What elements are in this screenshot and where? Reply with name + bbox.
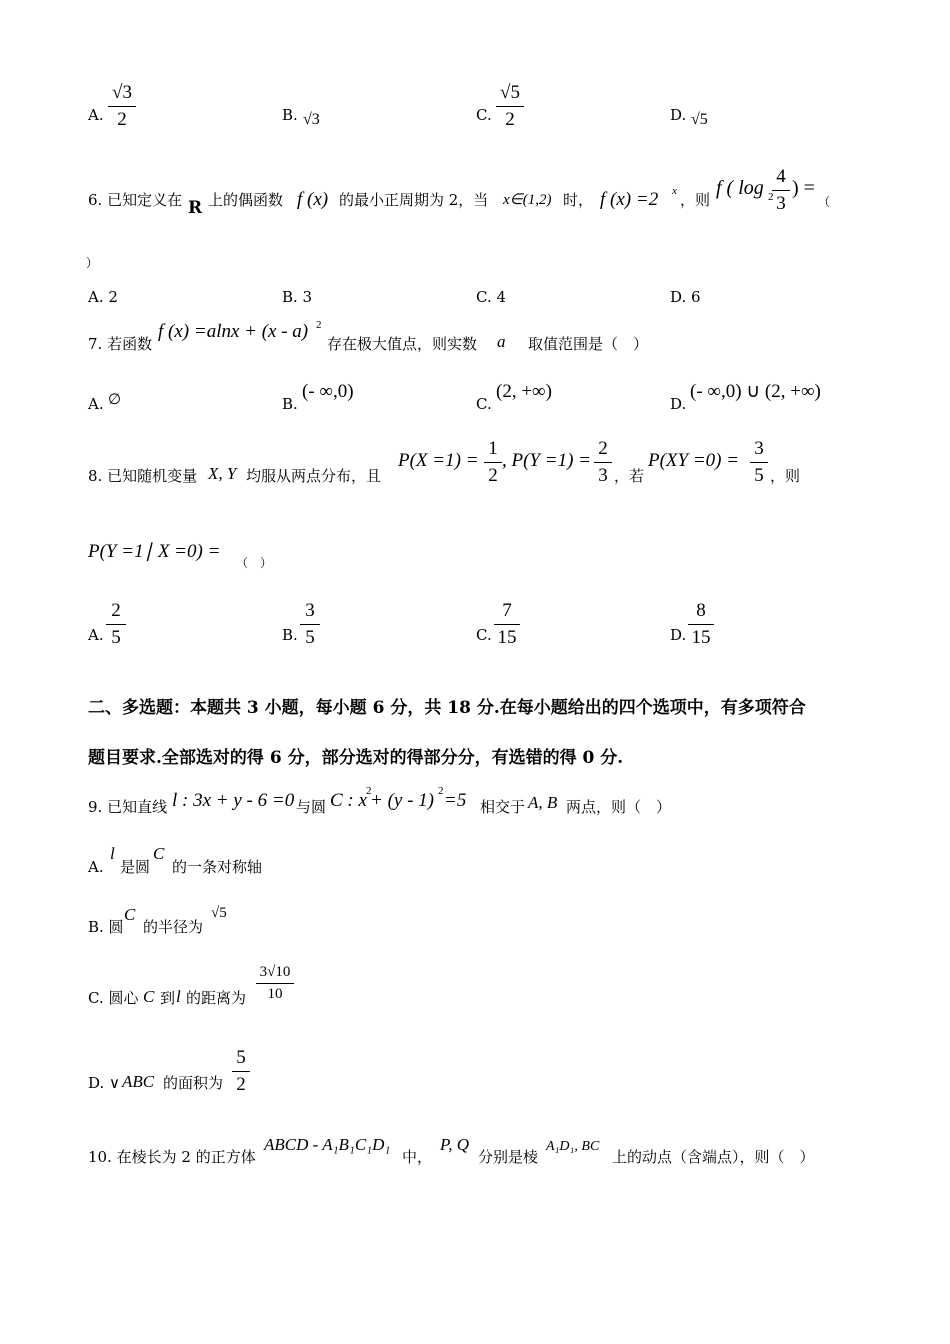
- fraction-numerator: 2: [598, 438, 608, 459]
- q8-option-d-fraction: [688, 600, 714, 649]
- q9-option-c-text-2: 到: [160, 989, 176, 1007]
- q6-option-b: B. 3: [282, 288, 313, 306]
- fraction-denominator: 2: [236, 1074, 246, 1095]
- q8-fraction-3: [750, 438, 768, 487]
- fraction-denominator: 3: [776, 193, 786, 214]
- q8-fraction-1: [484, 438, 502, 487]
- q9-line-equation: l : 3x + y - 6 =0: [172, 790, 295, 811]
- q9-option-b-text: 的半径为: [143, 918, 204, 936]
- q5-option-d-value: √5: [691, 111, 708, 128]
- q7-option-d-value: (- ∞,0) ∪ (2, +∞): [690, 381, 821, 402]
- q7-text-2: 存在极大值点，则实数: [327, 335, 478, 353]
- q5-option-a-label: A.: [88, 106, 104, 124]
- q9-option-a-c: C: [153, 844, 165, 863]
- q8-option-a-label: A.: [88, 626, 104, 644]
- q8-option-a-fraction: [106, 600, 126, 649]
- q9-option-c-text-3: 的距离为: [186, 989, 247, 1007]
- q5-option-b-label: B.: [282, 106, 298, 124]
- q7-formula: f (x) =alnx + (x - a): [158, 321, 309, 342]
- q8-text-1: 8. 已知随机变量: [88, 467, 198, 485]
- q8-option-b-label: B.: [282, 626, 298, 644]
- q6-text-4: 时，: [563, 191, 594, 209]
- fraction-denominator: 15: [691, 627, 711, 648]
- q7-option-b-value: (- ∞,0): [302, 381, 354, 402]
- q9-option-c-c: C: [143, 987, 155, 1006]
- q6-rhs: ) =: [792, 177, 815, 199]
- q6-option-a: A. 2: [88, 288, 118, 306]
- q7-option-b-label: B.: [282, 395, 298, 413]
- q7-option-a-value: ∅: [108, 392, 122, 408]
- q6-real-set: R: [188, 198, 203, 218]
- q5-option-d-label: D.: [670, 106, 687, 124]
- fraction-denominator: 10: [267, 986, 283, 1002]
- q5-option-b-value: √3: [303, 111, 320, 128]
- q9-option-b-label: B. 圆: [88, 918, 124, 936]
- q9-text-2: 与圆: [296, 798, 327, 816]
- fraction-numerator: √3: [112, 82, 132, 103]
- q8-option-c-label: C.: [476, 626, 492, 644]
- q8-option-d-label: D.: [670, 626, 687, 644]
- q9-circle-equation-2: + (y - 1): [370, 790, 434, 811]
- q7-text-3: 取值范围是（ ）: [528, 335, 649, 353]
- q6-text-1: 6. 已知定义在: [88, 191, 183, 209]
- fraction-denominator: 5: [305, 627, 315, 648]
- q6-lhs: f ( log: [716, 177, 764, 199]
- fraction-numerator: 1: [488, 438, 498, 459]
- q9-option-c-fraction: [256, 964, 294, 1003]
- q9-exponent-2: 2: [438, 785, 444, 797]
- q9-option-b-value: √5: [211, 905, 227, 921]
- q8-paren: （ ）: [236, 556, 273, 570]
- q9-text-4: 两点，则（ ）: [566, 798, 672, 816]
- q6-condition: x∈(1,2): [503, 192, 552, 208]
- q9-option-d-abc: ABC: [122, 1072, 155, 1091]
- q9-text-1: 9. 已知直线: [88, 798, 168, 816]
- q10-text-4: 上的动点（含端点），则（ ）: [612, 1148, 815, 1166]
- section-2-heading-line-2: 题目要求.全部选对的得 6 分，部分选对的得部分分，有选错的得 0 分.: [88, 748, 624, 768]
- q10-text-2: 中，: [402, 1148, 433, 1166]
- fraction-numerator: 7: [502, 600, 512, 621]
- q6-formula-exponent: x: [672, 185, 677, 197]
- fraction-denominator: 2: [505, 109, 515, 130]
- q5-option-c-label: C.: [476, 106, 492, 124]
- q8-option-c-fraction: [494, 600, 520, 649]
- q7-var-a: a: [497, 332, 506, 351]
- q9-option-d-text-2: 的面积为: [163, 1074, 224, 1092]
- fraction-numerator: 8: [696, 600, 706, 621]
- q9-circle-equation-3: =5: [444, 790, 467, 811]
- fraction-numerator: √5: [500, 82, 520, 103]
- fraction-numerator: 4: [776, 166, 786, 187]
- q9-option-a-l: l: [110, 844, 115, 863]
- fraction-numerator: 3√10: [259, 964, 291, 980]
- q6-log-base: 2: [768, 191, 774, 203]
- q10-cube: ABCD - A₁B₁C₁D₁: [264, 1135, 391, 1154]
- q8-p2: , P(Y =1) =: [502, 450, 591, 471]
- q10-text-3: 分别是棱: [478, 1148, 539, 1166]
- q7-formula-exponent: 2: [316, 319, 322, 331]
- fraction-denominator: 2: [488, 465, 498, 486]
- q9-option-c-l: l: [176, 987, 181, 1006]
- fraction-numerator: 5: [236, 1047, 246, 1068]
- q6-fraction: [772, 166, 790, 215]
- q9-option-b-c: C: [124, 905, 136, 924]
- q6-text-3: 的最小正周期为 2，当: [339, 191, 489, 209]
- q9-text-3: 相交于: [480, 798, 526, 816]
- fraction-denominator: 5: [111, 627, 121, 648]
- q8-fraction-2: [594, 438, 612, 487]
- q8-query: P(Y =1∣ X =0) =: [88, 541, 221, 562]
- q10-edges: A₁D₁, BC: [546, 1139, 600, 1154]
- section-2-heading-line-1: 二、多选题：本题共 3 小题，每小题 6 分，共 18 分.在每小题给出的四个选项中，有多项符合: [88, 698, 806, 718]
- q7-option-c-label: C.: [476, 395, 492, 413]
- q8-p3: P(XY =0) =: [648, 450, 740, 471]
- q9-points: A, B: [528, 793, 558, 812]
- fraction-denominator: 3: [598, 465, 608, 486]
- q7-text-1: 7. 若函数: [88, 335, 153, 353]
- q6-option-c: C. 4: [476, 288, 507, 306]
- q7-option-d-label: D.: [670, 395, 687, 413]
- q8-text-3: ，若: [614, 467, 645, 485]
- q10-pq: P, Q: [440, 1135, 469, 1154]
- q8-text-4: ，则: [770, 467, 801, 485]
- q6-option-d: D. 6: [670, 288, 701, 306]
- q6-fx: f (x): [297, 189, 329, 210]
- q9-exponent-1: 2: [366, 785, 372, 797]
- q6-paren-close: ）: [86, 256, 99, 270]
- fraction-numerator: 3: [305, 600, 315, 621]
- q6-paren-open: （: [818, 195, 831, 209]
- fraction-numerator: 3: [754, 438, 764, 459]
- q9-option-a-text-1: 是圆: [120, 858, 151, 876]
- fraction-denominator: 2: [117, 109, 127, 130]
- q5-option-a-fraction: [108, 82, 136, 131]
- q10-text-1: 10. 在棱长为 2 的正方体: [88, 1148, 256, 1166]
- q9-option-d-text-1: D. ∨: [88, 1074, 121, 1092]
- q6-formula: f (x) =2: [600, 189, 659, 210]
- q7-option-c-value: (2, +∞): [496, 381, 552, 402]
- q8-vars: X, Y: [208, 464, 237, 483]
- fraction-denominator: 15: [497, 627, 517, 648]
- q5-option-c-fraction: [496, 82, 524, 131]
- fraction-numerator: 2: [111, 600, 121, 621]
- q9-option-c-text-1: C. 圆心: [88, 989, 139, 1007]
- q6-text-2: 上的偶函数: [208, 191, 284, 209]
- q9-circle-equation: C : x: [330, 790, 367, 811]
- q6-text-5: ，则: [680, 191, 711, 209]
- q8-option-b-fraction: [300, 600, 320, 649]
- q7-option-a-label: A.: [88, 395, 104, 413]
- q9-option-a-label: A.: [88, 858, 104, 876]
- fraction-denominator: 5: [754, 465, 764, 486]
- q8-p1: P(X =1) =: [398, 450, 479, 471]
- q9-option-a-text-2: 的一条对称轴: [172, 858, 263, 876]
- q9-option-d-fraction: [232, 1047, 250, 1096]
- q8-text-2: 均服从两点分布，且: [246, 467, 382, 485]
